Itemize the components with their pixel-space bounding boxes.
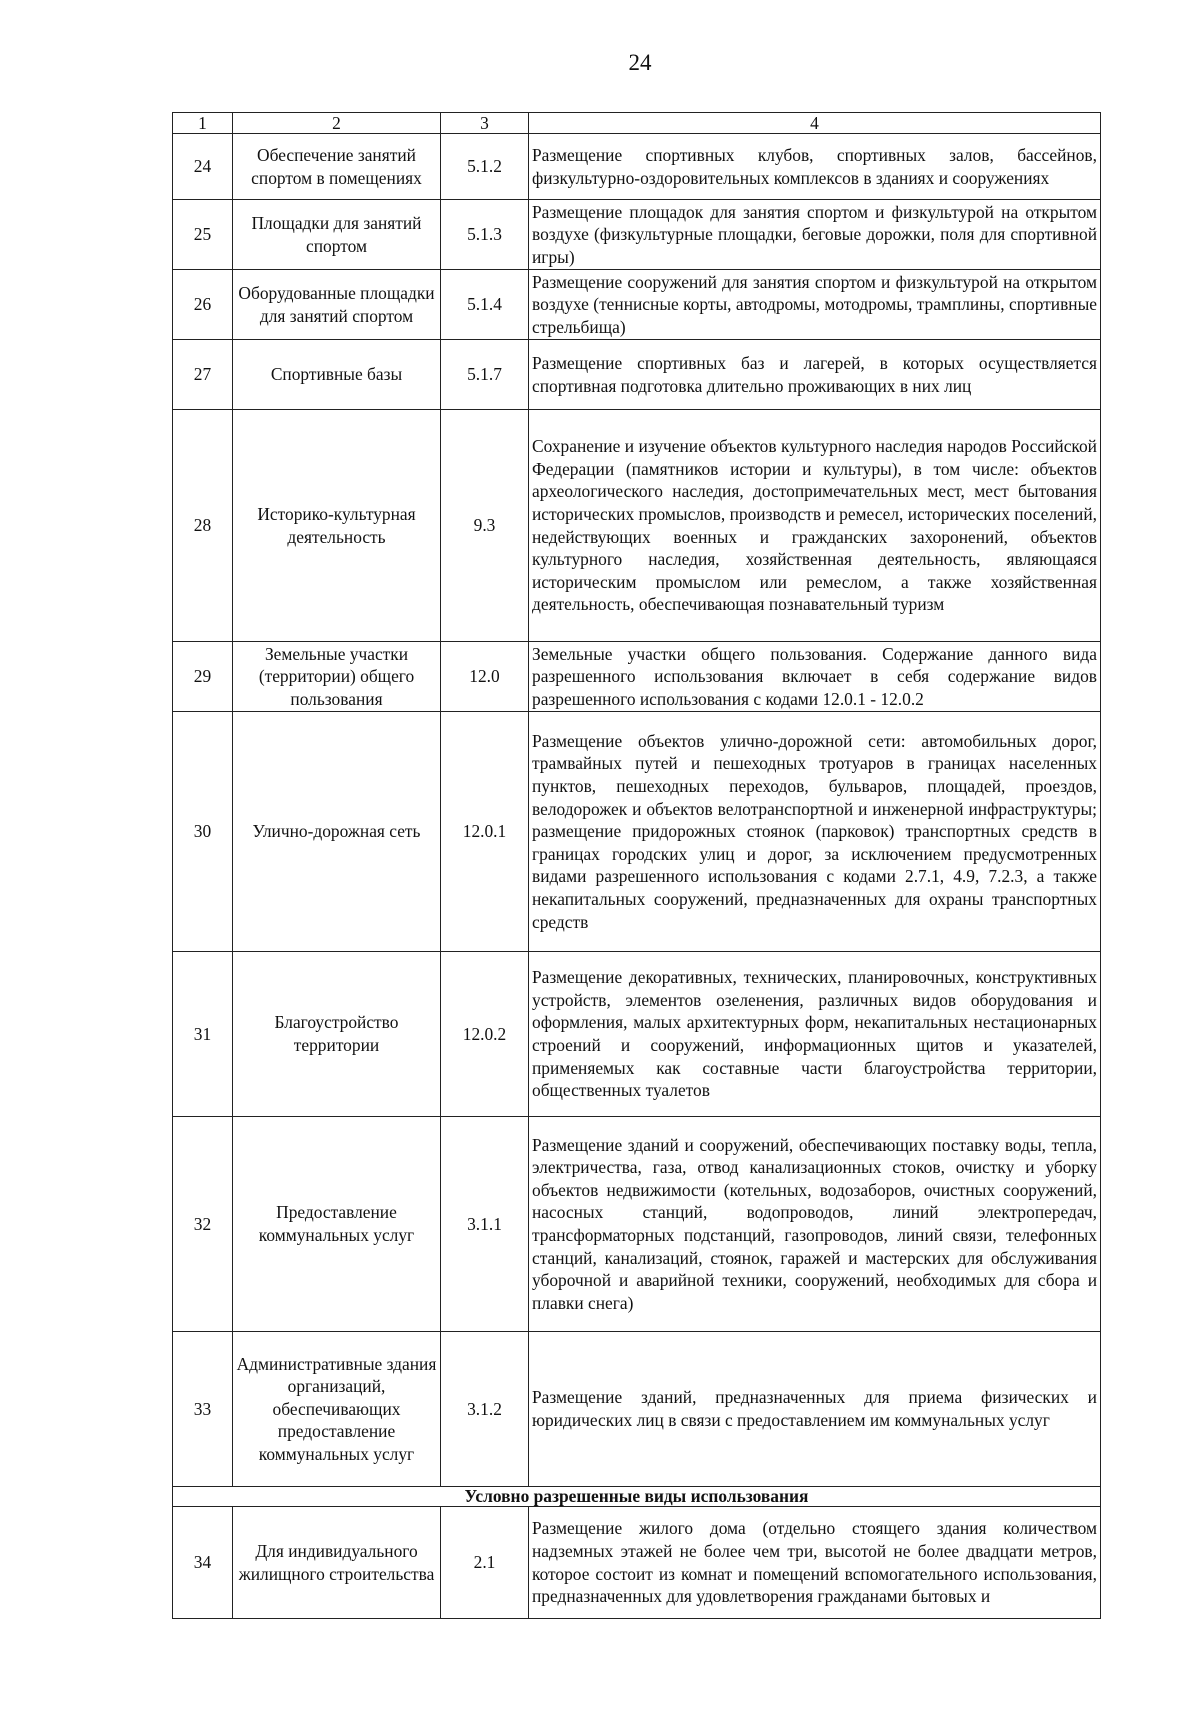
use-type-code: 12.0	[441, 642, 529, 712]
use-type-name: Земельные участки (территории) общего пользования	[233, 642, 441, 712]
land-use-table	[172, 112, 1101, 1619]
use-type-name: Обеспечение занятий спортом в помещениях	[233, 134, 441, 200]
table-row	[173, 1117, 1101, 1332]
use-type-name: Спортивные базы	[233, 340, 441, 410]
use-type-code: 9.3	[441, 410, 529, 642]
use-type-description: Размещение площадок для занятия спортом и физкультурой на открытом воздухе (физкультурные площадки, беговые дорожки, поля для спортивной игры)	[529, 200, 1101, 270]
table-row	[173, 1507, 1101, 1619]
table-row	[173, 200, 1101, 270]
use-type-description: Размещение зданий и сооружений, обеспечивающих поставку воды, тепла, электричества, газа, отвод канализационных стоков, очистку и уборку объектов недвижимости (котельных, водозаборов, очистных сооружений, насосных станций, водопроводов, линий электропередач, трансформаторных подстанций, газопроводов, линий связи, телефонных станций, канализаций, стоянок, гаражей и мастерских для обслуживания уборочной и аварийной техники, сооружений, необходимых для сбора и плавки снега)	[529, 1117, 1101, 1332]
use-type-name: Предоставление коммунальных услуг	[233, 1117, 441, 1332]
table-row	[173, 134, 1101, 200]
table-row	[173, 270, 1101, 340]
use-type-code: 5.1.2	[441, 134, 529, 200]
row-number: 26	[173, 270, 233, 340]
use-type-code: 12.0.2	[441, 952, 529, 1117]
row-number: 24	[173, 134, 233, 200]
row-number: 25	[173, 200, 233, 270]
table-header-row	[173, 113, 1101, 134]
table-row	[173, 952, 1101, 1117]
use-type-description: Размещение декоративных, технических, планировочных, конструктивных устройств, элементов озеленения, различных видов оборудования и оформления, малых архитектурных форм, некапитальных нестационарных строений и сооружений, информационных щитов и указателей, применяемых как составные части благоустройства территории, общественных туалетов	[529, 952, 1101, 1117]
row-number: 33	[173, 1332, 233, 1487]
use-type-name: Для индивидуального жилищного строительства	[233, 1507, 441, 1619]
use-type-name: Административные здания организаций, обеспечивающих предоставление коммунальных услуг	[233, 1332, 441, 1487]
row-number: 32	[173, 1117, 233, 1332]
use-type-code: 3.1.2	[441, 1332, 529, 1487]
use-type-description: Размещение жилого дома (отдельно стоящего здания количеством надземных этажей не более чем три, высотой не более двадцати метров, которое состоит из комнат и помещений вспомогательного использования, предназначенных для удовлетворения гражданами бытовых и	[529, 1507, 1101, 1619]
use-type-name: Улично-дорожная сеть	[233, 712, 441, 952]
use-type-description: Земельные участки общего пользования. Содержание данного вида разрешенного использования включает в себя содержание видов разрешенного использования с кодами 12.0.1 - 12.0.2	[529, 642, 1101, 712]
header-col-3: 3	[441, 113, 529, 134]
use-type-description: Размещение объектов улично-дорожной сети: автомобильных дорог, трамвайных путей и пешеходных тротуаров в границах населенных пунктов, пешеходных переходов, бульваров, площадей, проездов, велодорожек и объектов велотранспортной и инженерной инфраструктуры; размещение придорожных стоянок (парковок) транспортных средств в границах городских улиц и дорог, за исключением предусмотренных видами разрешенного использования с кодами 2.7.1, 4.9, 7.2.3, а также некапитальных сооружений, предназначенных для охраны транспортных средств	[529, 712, 1101, 952]
header-col-1: 1	[173, 113, 233, 134]
use-type-code: 3.1.1	[441, 1117, 529, 1332]
use-type-code: 5.1.7	[441, 340, 529, 410]
section-header-row	[173, 1487, 1101, 1507]
header-col-4: 4	[529, 113, 1101, 134]
row-number: 31	[173, 952, 233, 1117]
use-type-code: 5.1.4	[441, 270, 529, 340]
table-row	[173, 410, 1101, 642]
row-number: 34	[173, 1507, 233, 1619]
section-title: Условно разрешенные виды использования	[173, 1487, 1101, 1507]
use-type-description: Размещение зданий, предназначенных для приема физических и юридических лиц в связи с предоставлением им коммунальных услуг	[529, 1332, 1101, 1487]
table-row	[173, 712, 1101, 952]
header-col-2: 2	[233, 113, 441, 134]
table-row	[173, 1332, 1101, 1487]
table-row	[173, 340, 1101, 410]
use-type-code: 5.1.3	[441, 200, 529, 270]
table-row	[173, 642, 1101, 712]
use-type-description: Размещение спортивных баз и лагерей, в которых осуществляется спортивная подготовка длительно проживающих в них лиц	[529, 340, 1101, 410]
use-type-description: Сохранение и изучение объектов культурного наследия народов Российской Федерации (памятников истории и культуры), в том числе: объектов археологического наследия, достопримечательных мест, мест бытования исторических промыслов, производств и ремесел, исторических поселений, недействующих военных и гражданских захоронений, объектов культурного наследия, хозяйственная деятельность, являющаяся историческим промыслом или ремеслом, а также хозяйственная деятельность, обеспечивающая познавательный туризм	[529, 410, 1101, 642]
row-number: 30	[173, 712, 233, 952]
use-type-name: Историко-культурная деятельность	[233, 410, 441, 642]
use-type-description: Размещение сооружений для занятия спортом и физкультурой на открытом воздухе (теннисные корты, автодромы, мотодромы, трамплины, спортивные стрельбища)	[529, 270, 1101, 340]
use-type-description: Размещение спортивных клубов, спортивных залов, бассейнов, физкультурно-оздоровительных комплексов в зданиях и сооружениях	[529, 134, 1101, 200]
row-number: 29	[173, 642, 233, 712]
use-type-name: Оборудованные площадки для занятий спортом	[233, 270, 441, 340]
page-number: 24	[628, 50, 652, 75]
row-number: 27	[173, 340, 233, 410]
use-type-name: Площадки для занятий спортом	[233, 200, 441, 270]
use-type-code: 2.1	[441, 1507, 529, 1619]
row-number: 28	[173, 410, 233, 642]
use-type-code: 12.0.1	[441, 712, 529, 952]
use-type-name: Благоустройство территории	[233, 952, 441, 1117]
